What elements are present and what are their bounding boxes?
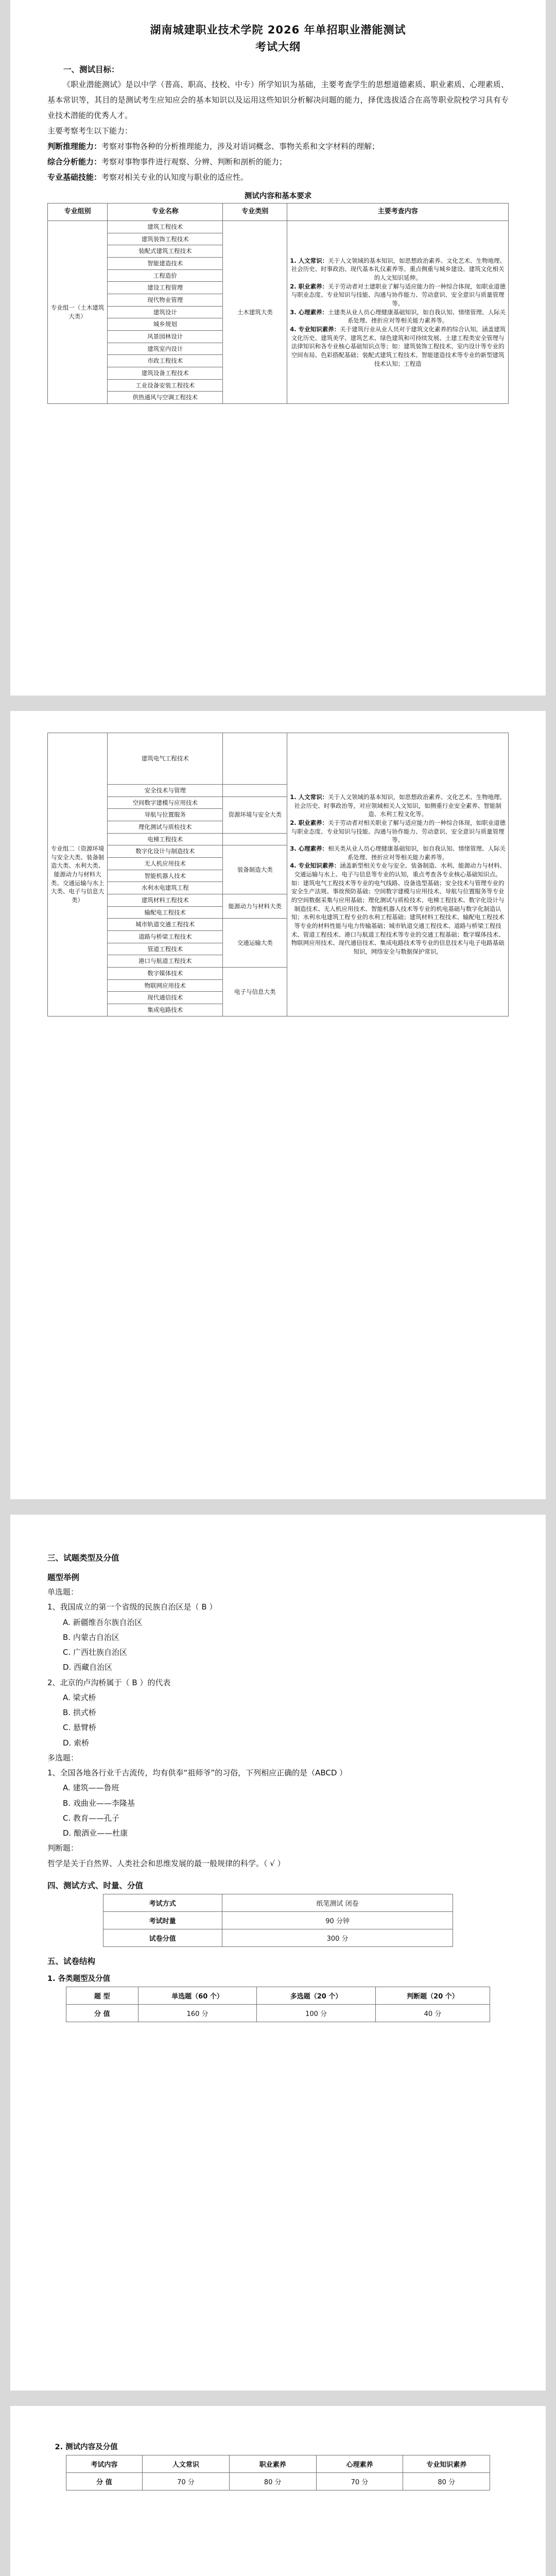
question-3-option-b: B. 戏曲业——李隆基 [63, 1798, 135, 1808]
section-1-heading: 一、测试目标： [63, 65, 119, 75]
major-name-cell: 建筑设备工程技术 [108, 367, 223, 380]
major-name-cell: 供热通风与空调工程技术 [108, 392, 223, 404]
section-1-paragraph-2: 主要考察考生以下能力： [47, 126, 133, 136]
section-3-heading: 三、试题类型及分值 [47, 1553, 119, 1563]
major-name-cell: 无人机应用技术 [108, 858, 223, 870]
table-row [103, 1929, 453, 1946]
section-3-subheading: 题型举例 [47, 1573, 80, 1582]
major-name-cell: 工程造价 [108, 269, 223, 282]
major-name-cell: 输配电工程技术 [108, 906, 223, 919]
question-type-cell: 多选题（20 个） [257, 1987, 376, 2004]
question-type-score-cell: 100 分 [257, 2004, 376, 2022]
content-item [289, 282, 506, 308]
page-4 [10, 2406, 546, 2576]
document-title [47, 22, 509, 55]
ability-3-label: 专业基础技能： [47, 173, 102, 182]
table-row [48, 221, 509, 233]
major-name-cell: 安全技术与管理 [108, 785, 223, 797]
content-item-text: 关于人文领域的基本知识，如思想政治素养、文化艺术、生物地理、社会历史、时事政治等，对应领域相关人文知识，如侧重行业安全素养、智能制造、水利工程文化等。 [294, 793, 506, 818]
content-score-cell: 80 分 [229, 2473, 316, 2490]
row-label: 题 型 [66, 1987, 138, 2004]
page-3 [10, 1515, 546, 2391]
table-caption: 测试内容和基本要求 [244, 192, 312, 201]
question-3-option-c: C. 教育——孔子 [63, 1813, 120, 1823]
question-2-option-a: A. 梁式桥 [63, 1692, 96, 1702]
content-item-text: 相关类从业人员心理健康基础知识，如自我认知、情绪管理、人际关系处理、挫折应对等相关能力素养等。 [328, 845, 506, 861]
section-5-sub-1: 1. 各类题型及分值 [47, 1974, 111, 1983]
content-item-text: 关于人文领域的基本知识，如思想政治素养、文化艺术、生物地理、社会历史、时事政治、现代基本礼仪素养等。重点侧重与城乡建设、建筑文化相关的人文知识延伸。 [291, 257, 506, 281]
content-score-cell: 70 分 [316, 2473, 403, 2490]
question-1-option-b: B. 内蒙古自治区 [63, 1632, 119, 1642]
major-name-cell: 建筑工程技术 [108, 221, 223, 233]
section-1-paragraph-1: 《职业潜能测试》是以中学（普高、职高、技校、中专）所学知识为基础，主要考查学生的思想道德素质、职业素质、心理素质、基本常识等，其目的是测试考生应知应会的基本知识以及运用这些知识分析解决问题的能力，择优选拔适合在高等职业院校学习具有专业技术潜能的优秀人才。 [47, 80, 509, 121]
question-1-option-c: C. 广西壮族自治区 [63, 1648, 128, 1657]
test-content-table-part2 [47, 733, 509, 1016]
content-item-text: 土建类从业人员心理健康基础知识，如自我认知、情绪管理、人际关系处理、挫折应对等相关能力素养等。 [328, 308, 506, 325]
th-content: 主要考查内容 [287, 204, 509, 221]
th-category: 专业类别 [223, 204, 287, 221]
title-line-1: 湖南城建职业技术学院 2026 年单招职业潜能测试 [150, 24, 406, 36]
format-value: 90 分钟 [222, 1911, 453, 1929]
content-item-label: 3. 心理素养： [290, 845, 328, 853]
content-item [289, 325, 506, 368]
page-2 [10, 711, 546, 1499]
content-item [289, 861, 506, 956]
major-name-cell: 理化测试与质检技术 [108, 821, 223, 834]
section-5-heading: 五、试卷结构 [47, 1956, 96, 1966]
section-4-heading: 四、测试方式、时量、分值 [47, 1880, 144, 1890]
judgement-label: 判断题： [47, 1843, 79, 1853]
content-item-text: 关于劳动者对相关职业了解与适应能力的一种综合体现，如职业道德与职业态度、专业知识与技能、沟通与协作能力、劳动意识、安全意识与质量管理等。 [291, 819, 506, 844]
content-name-cell: 专业知识素养 [403, 2455, 490, 2473]
question-2-option-d: D. 索桥 [63, 1738, 90, 1748]
question-3-stem: 1、全国各地各行业千古流传，均有供奉“祖师爷”的习俗，下列相应正确的是（ABCD ） [47, 1768, 348, 1777]
major-name-cell: 建筑室内设计 [108, 343, 223, 355]
th-major: 专业名称 [108, 204, 223, 221]
major-name-cell: 智能建造技术 [108, 257, 223, 269]
major-category-cell: 电子与信息大类 [223, 968, 287, 1016]
content-name-cell: 职业素养 [229, 2455, 316, 2473]
ability-1 [47, 139, 509, 154]
content-item-text: 关于劳动者对土建职业了解与适应能力的一种综合体现，如职业道德与职业态度、专业知识与技能、沟通与协作能力、劳动意识、安全意识与质量管理等。 [291, 282, 506, 307]
ability-3 [47, 170, 509, 185]
major-name-cell: 现代物业管理 [108, 294, 223, 306]
content-score-table [66, 2455, 490, 2490]
ability-2-text: 考察对事物事件进行观察、分辨、判断和剖析的能力； [101, 157, 287, 167]
ability-2-label: 综合分析能力： [47, 157, 102, 167]
major-name-cell: 风景园林设计 [108, 330, 223, 343]
major-name-cell: 集成电路技术 [108, 1004, 223, 1016]
content-item-label: 4. 专业知识素养： [290, 325, 340, 333]
major-name-cell: 空间数字建模与应用技术 [108, 796, 223, 809]
row-label: 分 值 [66, 2473, 142, 2490]
content-item-label: 1. 人文常识： [290, 257, 328, 264]
format-label: 试卷分值 [103, 1929, 222, 1946]
major-name-cell: 建筑材料工程技术 [108, 894, 223, 907]
format-value: 300 分 [222, 1929, 453, 1946]
question-type-score-cell: 160 分 [138, 2004, 257, 2022]
major-name-cell: 建筑设计 [108, 306, 223, 318]
major-name-cell: 建设工程管理 [108, 282, 223, 294]
table-row [66, 2004, 490, 2022]
major-name-cell: 现代通信技术 [108, 992, 223, 1004]
major-name-cell: 城乡规划 [108, 318, 223, 331]
major-name-cell: 建筑电气工程技术 [108, 733, 223, 785]
section-5-sub-2: 2. 测试内容及分值 [55, 2443, 118, 2451]
question-type-score-cell: 40 分 [375, 2004, 490, 2022]
major-name-cell: 导航与位置服务 [108, 809, 223, 821]
question-1-option-a: A. 新疆维吾尔族自治区 [63, 1617, 143, 1627]
multiple-choice-label: 多选题： [47, 1753, 79, 1762]
th-group: 专业组别 [48, 204, 108, 221]
title-line-2: 考试大纲 [255, 40, 301, 53]
table-row [66, 2473, 490, 2490]
content-name-cell: 人文常识 [143, 2455, 230, 2473]
table-row [103, 1911, 453, 1929]
question-type-cell: 判断题（20 个） [375, 1987, 490, 2004]
content-score-cell: 80 分 [403, 2473, 490, 2490]
major-category-cell: 土木建筑大类 [223, 221, 287, 403]
major-name-cell: 物联网应用技术 [108, 979, 223, 992]
question-3-option-a: A. 建筑——鲁班 [63, 1783, 119, 1793]
major-category-cell: 交通运输大类 [223, 919, 287, 968]
ability-3-text: 考察对相关专业的认知度与职业的适应性。 [101, 173, 249, 182]
major-name-cell: 城市轨道交通工程技术 [108, 919, 223, 931]
major-name-cell: 管道工程技术 [108, 943, 223, 955]
question-type-cell: 单选题（60 个） [138, 1987, 257, 2004]
format-label: 考试时量 [103, 1911, 222, 1929]
question-2-option-b: B. 拱式桥 [63, 1708, 96, 1717]
question-2-option-c: C. 悬臂桥 [63, 1723, 97, 1733]
ability-1-text: 考察对事物各种的分析推理能力，涉及对语词概念、事物关系和文字材料的理解； [101, 142, 380, 151]
major-category-cell [223, 733, 287, 785]
ability-2 [47, 154, 509, 170]
single-choice-label: 单选题： [47, 1587, 79, 1597]
major-name-cell: 智能机器人技术 [108, 870, 223, 882]
major-category-cell: 资源环境与安全大类 [223, 796, 287, 833]
question-1-stem: 1、我国成立的第一个省级的民族自治区是（ B ） [47, 1602, 217, 1612]
test-content-table-part1 [47, 203, 509, 404]
content-item-label: 2. 职业素养： [290, 282, 328, 290]
content-item [289, 308, 506, 325]
major-name-cell: 道路与桥梁工程技术 [108, 931, 223, 943]
question-2-stem: 2、北京的卢沟桥属于（ B ）的代表 [47, 1677, 171, 1687]
question-4-stem: 哲学是关于自然界、人类社会和思维发展的最一般规律的科学。（ √ ） [47, 1858, 285, 1868]
content-item-label: 3. 心理素养： [290, 308, 328, 316]
major-name-cell: 建筑装饰工程技术 [108, 233, 223, 245]
content-item [289, 844, 506, 861]
ability-1-label: 判断推理能力： [47, 142, 102, 151]
group-name-cell: 专业组一（土木建筑大类） [48, 221, 108, 403]
main-content-cell [287, 221, 509, 403]
major-name-cell: 电梯工程技术 [108, 833, 223, 845]
row-label: 分 值 [66, 2004, 138, 2022]
content-item-label: 4. 专业知识素养： [290, 862, 340, 870]
major-name-cell: 港口与航道工程技术 [108, 955, 223, 968]
content-item-text: 涵盖新型相关专业与安全、装备制造、水利、能源动力与材料、交通运输与水上、电子与信息等专业的认知，重点考查各专业核心基础知识点。如：建筑电气工程技术等专业的电气线路、设备选型基础；安全技术与管理专业的安全生产法规、事故预防基础；空间数字建模与应用技术、导航与位置服务等专业的空间数据采集与应用基础；理化测试与质检技术、电梯工程技术、数字化设计与制造技术、无人机应用技术、智能机器人技术等专业的机电基础与数字化制造认知；水利水电建筑工程专业的水利工程基础；建筑材料工程技术、输配电工程技术等专业的材料性能与电力传输基础；城市轨道交通工程技术、道路与桥梁工程技术、管道工程技术、港口与航道工程技术等专业的交通工程基础；数字媒体技术、物联网应用技术、现代通信技术、集成电路技术等专业的信息技术与电子电路基础知识，网络安全与数据保护常识。 [291, 862, 506, 956]
major-category-cell: 装备制造大类 [223, 845, 287, 894]
format-value: 纸笔测试 闭卷 [222, 1894, 453, 1911]
content-item-label: 1. 人文常识： [290, 793, 328, 801]
table-header-row [48, 204, 509, 221]
major-category-cell: 能源动力与材料大类 [223, 894, 287, 919]
major-name-cell: 工业设备安装工程技术 [108, 379, 223, 392]
major-name-cell: 装配式建筑工程技术 [108, 245, 223, 258]
major-name-cell: 数字媒体技术 [108, 968, 223, 980]
content-score-cell: 70 分 [143, 2473, 230, 2490]
major-name-cell: 数字化设计与制造技术 [108, 845, 223, 858]
content-item [289, 257, 506, 282]
table-row [103, 1894, 453, 1911]
table-row [48, 733, 509, 785]
group-name-cell: 专业组二（资源环境与安全大类、装备制造大类、水利大类、能源动力与材料大类、交通运输与水上大类、电子与信息大类） [48, 733, 108, 1016]
exam-format-table [103, 1894, 454, 1947]
major-category-cell [223, 833, 287, 845]
major-category-cell [223, 785, 287, 797]
table-row [66, 1987, 490, 2004]
question-1-option-d: D. 西藏自治区 [63, 1663, 113, 1672]
content-name-cell: 心理素养 [316, 2455, 403, 2473]
content-item [289, 819, 506, 844]
format-label: 考试方式 [103, 1894, 222, 1911]
page-1 [10, 0, 546, 696]
main-content-cell [287, 733, 509, 1016]
content-item-label: 2. 职业素养： [290, 819, 328, 827]
content-item-text: 关于建筑行业从业人员对于建筑文化素养的综合认知，涵盖建筑文化历史、建筑美学、建筑艺术、绿色建筑和可持续发展、土建工程类安全管理与法律知识和各专业核心基础知识点等；如：建筑装饰工程技术、室内设计等专业的空间布局、色彩搭配基础；装配式建筑工程技术、智能建造技术等专业的新型建筑技术认知；工程造 [291, 325, 506, 367]
row-label: 考试内容 [66, 2455, 142, 2473]
major-name-cell: 市政工程技术 [108, 355, 223, 367]
major-name-cell: 水利水电建筑工程 [108, 882, 223, 894]
question-3-option-d: D. 酿酒业——杜康 [63, 1828, 128, 1838]
content-item [289, 793, 506, 819]
question-type-score-table [66, 1987, 490, 2022]
table-row [66, 2455, 490, 2473]
